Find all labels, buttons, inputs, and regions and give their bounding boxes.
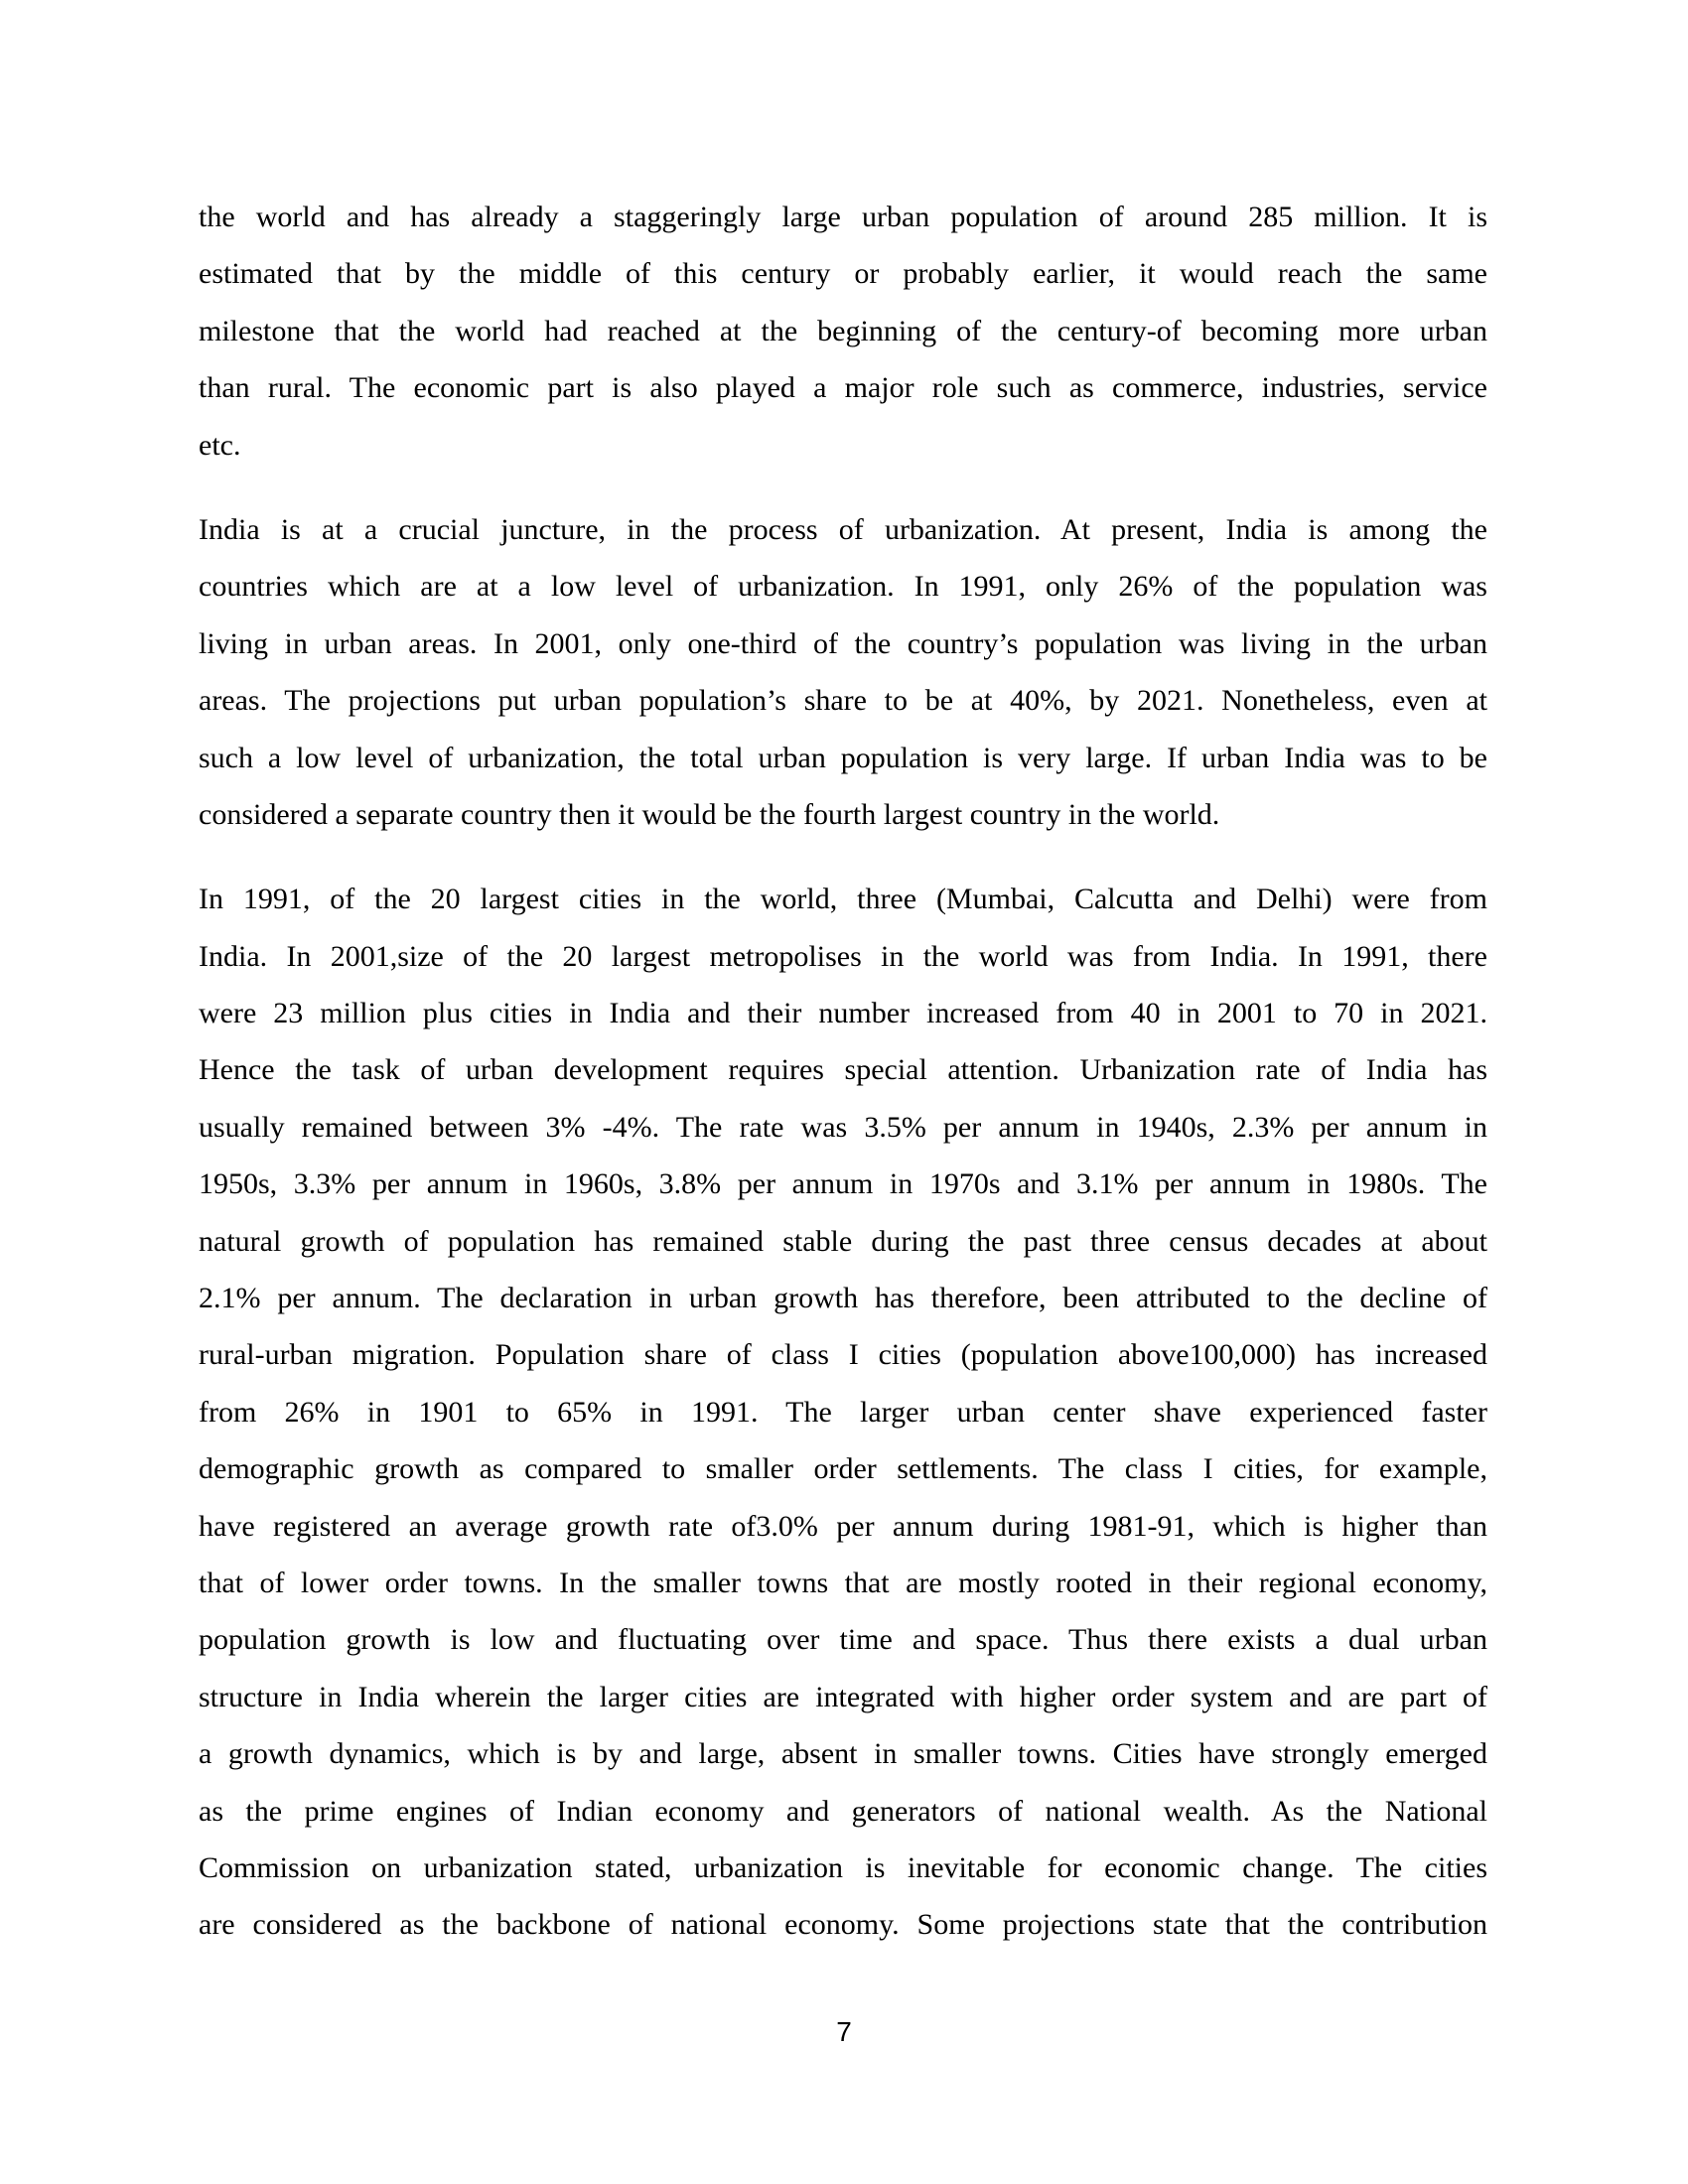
text-line: etc. bbox=[199, 428, 241, 462]
text-line: were 23 million plus cities in India and their number increased from 40 in 2001 to 70 in 2021. bbox=[199, 997, 1487, 1030]
text-line: areas. The projections put urban population’s share to be at 40%, by 2021. Nonetheless, even at bbox=[199, 684, 1487, 718]
text-line: rural-urban migration. Population share of class I cities (population above100,000) has increased bbox=[199, 1338, 1487, 1372]
text-line: estimated that by the middle of this century or probably earlier, it would reach the same bbox=[199, 257, 1487, 291]
text-line: 1950s, 3.3% per annum in 1960s, 3.8% per annum in 1970s and 3.1% per annum in 1980s. The bbox=[199, 1167, 1487, 1201]
text-line: India is at a crucial juncture, in the process of urbanization. At present, India is among the bbox=[199, 512, 1487, 546]
text-line: a growth dynamics, which is by and large, absent in smaller towns. Cities have strongly emerged bbox=[199, 1737, 1487, 1771]
text-line: have registered an average growth rate of3.0% per annum during 1981-91, which is higher than bbox=[199, 1509, 1487, 1543]
text-line: 2.1% per annum. The declaration in urban growth has therefore, been attributed to the decline of bbox=[199, 1282, 1487, 1315]
text-line: living in urban areas. In 2001, only one-third of the country’s population was living in the urban bbox=[199, 626, 1487, 660]
text-line: such a low level of urbanization, the total urban population is very large. If urban India was to be bbox=[199, 741, 1487, 774]
text-line: In 1991, of the 20 largest cities in the world, three (Mumbai, Calcutta and Delhi) were from bbox=[199, 883, 1487, 916]
text-line: India. In 2001,size of the 20 largest metropolises in the world was from India. In 1991, there bbox=[199, 939, 1487, 973]
text-line: Commission on urbanization stated, urbanization is inevitable for economic change. The cities bbox=[199, 1850, 1487, 1884]
text-line: usually remained between 3% -4%. The rate was 3.5% per annum in 1940s, 2.3% per annum in bbox=[199, 1110, 1487, 1144]
text-line: from 26% in 1901 to 65% in 1991. The larger urban center shave experienced faster bbox=[199, 1395, 1487, 1429]
text-line: natural growth of population has remained stable during the past three census decades at about bbox=[199, 1224, 1487, 1258]
page-number: 7 bbox=[836, 2016, 852, 2047]
text-line: countries which are at a low level of urbanization. In 1991, only 26% of the population was bbox=[199, 570, 1487, 604]
body-text bbox=[199, 189, 1487, 1954]
text-line: milestone that the world had reached at the beginning of the century-of becoming more urban bbox=[199, 314, 1487, 347]
text-line: population growth is low and fluctuating over time and space. Thus there exists a dual urban bbox=[199, 1623, 1487, 1657]
text-line: the world and has already a staggeringly large urban population of around 285 million. It is bbox=[199, 201, 1487, 233]
text-line: than rural. The economic part is also played a major role such as commerce, industries, service bbox=[199, 371, 1487, 405]
paragraph-largest-cities bbox=[199, 871, 1487, 1953]
text-line: are considered as the backbone of national economy. Some projections state that the contribution bbox=[199, 1908, 1487, 1942]
text-line: that of lower order towns. In the smaller towns that are mostly rooted in their regional economy, bbox=[199, 1566, 1487, 1599]
text-line: considered a separate country then it would be the fourth largest country in the world. bbox=[199, 797, 1220, 831]
text-line: structure in India wherein the larger cities are integrated with higher order system and are part of bbox=[199, 1680, 1487, 1713]
paragraph-urban-population bbox=[199, 189, 1487, 474]
text-line: Hence the task of urban development requires special attention. Urbanization rate of India has bbox=[199, 1053, 1487, 1087]
text-line: as the prime engines of Indian economy and generators of national wealth. As the National bbox=[199, 1794, 1487, 1828]
text-line: demographic growth as compared to smaller order settlements. The class I cities, for example, bbox=[199, 1452, 1487, 1486]
paragraph-india-urbanization bbox=[199, 501, 1487, 843]
